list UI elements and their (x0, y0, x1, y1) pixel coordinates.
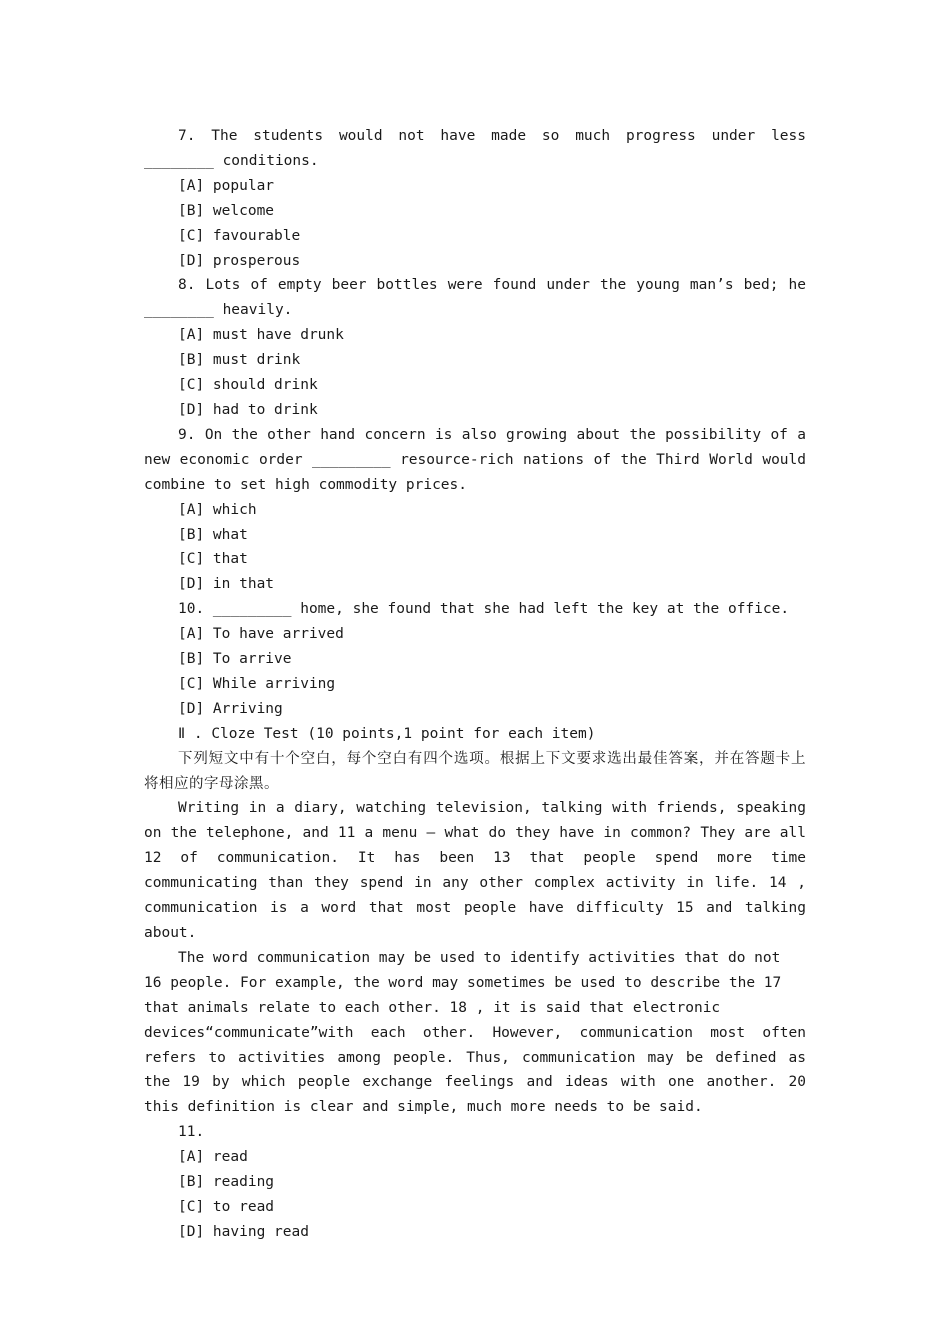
question-stem: 7. The students would not have made so much progress under less ________ conditions. (144, 128, 815, 169)
section-instruction: 下列短文中有十个空白，每个空白有四个选项。根据上下文要求选出最佳答案，并在答题卡上将相应的字母涂黑。 (144, 750, 806, 792)
option-a: [A] To have arrived (178, 626, 344, 643)
option-d: [D] having read (178, 1223, 309, 1240)
passage-paragraph-2-continued: devices“communicate”with each other. However, communication most often refers to activities among people. Thus, communication may be defined as the 19 by which people exchange feelings and ideas with one another. 20 this definition is clear and simple, much more needs to be said. (144, 1024, 815, 1116)
option-c: [C] should drink (178, 377, 318, 394)
question-10 (144, 597, 806, 722)
option-a: [A] which (178, 501, 257, 518)
question-8 (144, 273, 815, 422)
question-9 (144, 423, 815, 597)
option-a: [A] popular (178, 177, 275, 194)
option-c: [C] to read (178, 1198, 275, 1215)
passage-paragraph-2: The word communication may be used to identify activities that do not 16 people. For example, the word may sometimes be used to describe the 17 that animals relate to each other. 18 , it is said that electronic (144, 949, 791, 1016)
option-a: [A] must have drunk (178, 327, 344, 344)
section-heading: Ⅱ . Cloze Test (10 points,1 point for each item) (178, 725, 596, 742)
question-stem: 10. _________ home, she found that she had left the key at the office. (178, 601, 790, 618)
option-c: [C] While arriving (178, 675, 336, 692)
option-b: [B] reading (178, 1174, 275, 1191)
option-c: [C] favourable (178, 227, 301, 244)
option-b: [B] welcome (178, 202, 275, 219)
option-d: [D] Arriving (178, 700, 283, 717)
question-11 (144, 1120, 806, 1245)
option-c: [C] that (178, 551, 248, 568)
cloze-passage (144, 796, 815, 1120)
question-7 (144, 124, 815, 273)
option-d: [D] prosperous (178, 252, 301, 269)
option-d: [D] in that (178, 576, 275, 593)
option-d: [D] had to drink (178, 401, 318, 418)
option-b: [B] what (178, 526, 248, 543)
document-page (144, 124, 815, 1245)
option-a: [A] read (178, 1149, 248, 1166)
question-stem: 11. (178, 1124, 205, 1141)
question-stem: 9. On the other hand concern is also growing about the possibility of a new economic order _________ resource-rich nations of the Third World would combine to set high commodity prices. (144, 426, 815, 493)
passage-paragraph-1: Writing in a diary, watching television, talking with friends, speaking on the telephone, and 11 a menu — what do they have in common? They are all 12 of communication. It has been 13 that people spend more time communicating than they spend in any other complex activity in life. 14 , communication is a word that most people have difficulty 15 and talking about. (144, 800, 815, 941)
option-b: [B] To arrive (178, 651, 292, 668)
question-stem: 8. Lots of empty beer bottles were found under the young man’s bed; he ________ heavily. (144, 277, 815, 319)
option-b: [B] must drink (178, 352, 301, 369)
